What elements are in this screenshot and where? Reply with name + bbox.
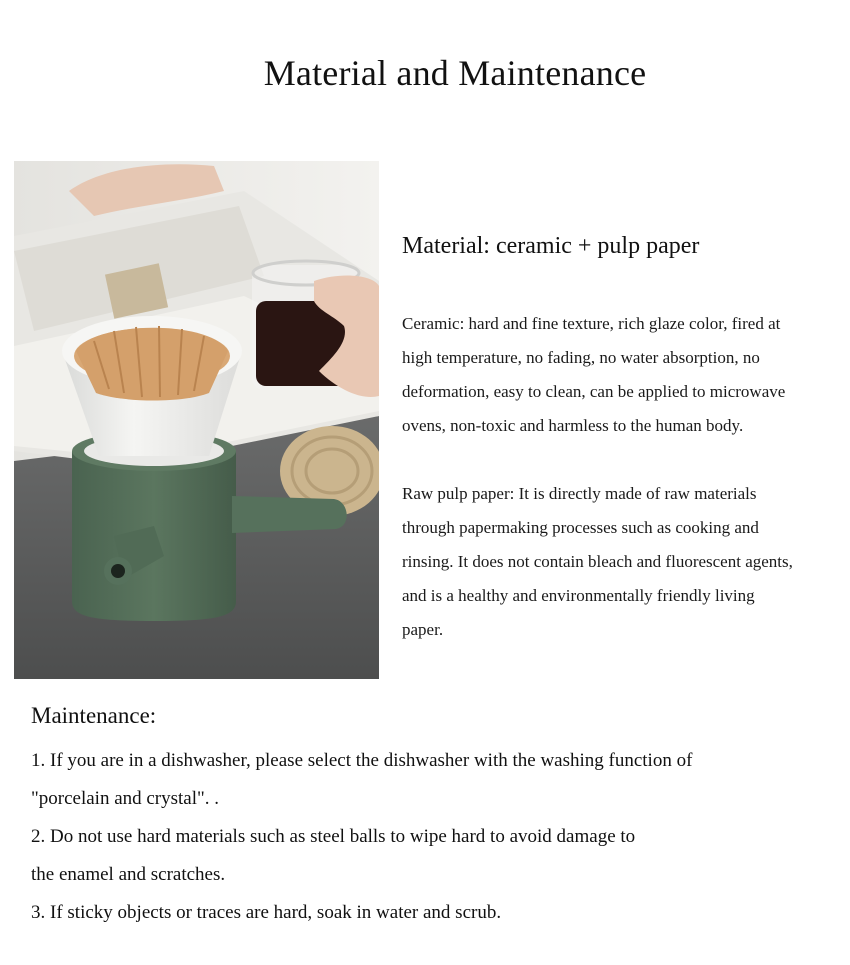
ceramic-description xyxy=(402,307,850,443)
paper-line: paper. xyxy=(402,620,444,639)
maintenance-item: the enamel and scratches. xyxy=(31,864,226,885)
paper-line: through papermaking processes such as cooking and xyxy=(402,518,759,537)
paper-line: and is a healthy and environmentally friendly living xyxy=(402,586,755,605)
page-title: Material and Maintenance xyxy=(263,53,647,93)
maintenance-item: 3. If sticky objects or traces are hard, soak in water and scrub. xyxy=(31,902,502,923)
maintenance-heading: Maintenance: xyxy=(31,703,157,728)
product-photo xyxy=(14,161,379,679)
ceramic-line: high temperature, no fading, no water absorption, no xyxy=(402,348,760,367)
maintenance-item: 2. Do not use hard materials such as steel balls to wipe hard to avoid damage to xyxy=(31,826,636,847)
paper-line: Raw pulp paper: It is directly made of raw materials xyxy=(402,484,757,503)
maintenance-item: 1. If you are in a dishwasher, please select the dishwasher with the washing function of xyxy=(31,750,693,771)
maintenance-list xyxy=(31,742,692,932)
paper-line: rinsing. It does not contain bleach and fluorescent agents, xyxy=(402,552,793,571)
ceramic-line: ovens, non-toxic and harmless to the human body. xyxy=(402,416,744,435)
ceramic-line: deformation, easy to clean, can be applied to microwave xyxy=(402,382,786,401)
coffee-dripper-set-image xyxy=(14,161,379,679)
maintenance-item: "porcelain and crystal". . xyxy=(31,788,220,809)
ceramic-line: Ceramic: hard and fine texture, rich glaze color, fired at xyxy=(402,314,781,333)
material-heading: Material: ceramic + pulp paper xyxy=(402,233,700,259)
pulp-paper-description xyxy=(402,477,850,647)
